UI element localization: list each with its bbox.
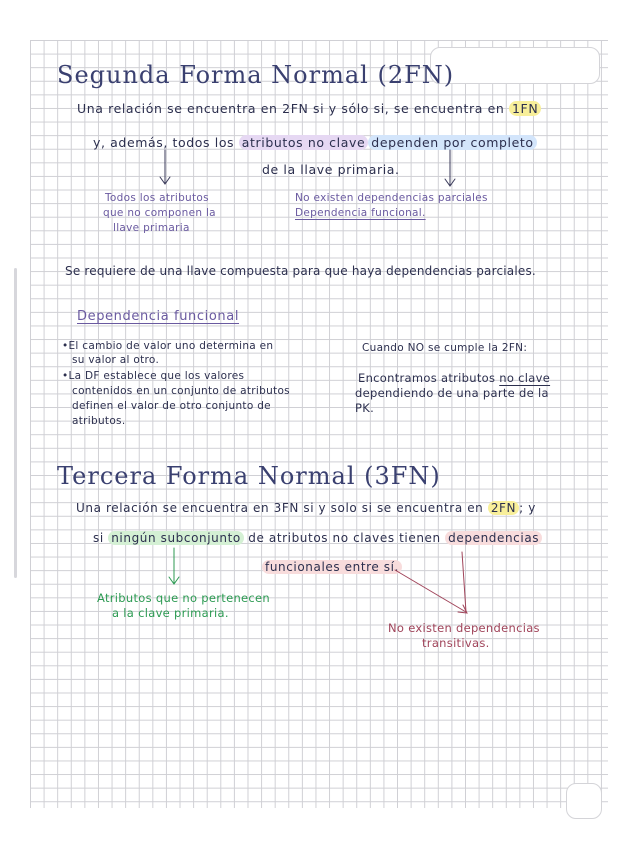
section1-line1-text: Una relación se encuentra en 2FN si y sólo si, se encuentra en bbox=[77, 101, 505, 116]
section2-note-green-2: a la clave primaria. bbox=[112, 606, 229, 620]
section2-2fn-highlight: 2FN bbox=[488, 501, 519, 515]
section2-subset-highlight: ningún subconjunto bbox=[108, 531, 244, 545]
arrow-green-down-icon bbox=[169, 548, 179, 584]
arrow-maroon-diagonal-icon bbox=[395, 570, 467, 613]
section1-note-left-1: Todos los atributos bbox=[105, 192, 209, 204]
when-line3: PK. bbox=[355, 401, 375, 415]
when-line2: dependiendo de una parte de la bbox=[355, 386, 549, 400]
section2-line2-text: de atributos no claves tienen bbox=[248, 531, 441, 545]
section2-line1-end: ; y bbox=[519, 501, 536, 515]
section1-note-left-3: llave primaria bbox=[113, 222, 190, 234]
section2-note-maroon-1: No existen dependencias bbox=[388, 621, 540, 635]
when-no-clave: no clave bbox=[499, 371, 551, 385]
df-bullet1-line2: su valor al otro. bbox=[72, 354, 160, 366]
when-title: Cuando NO se cumple la 2FN: bbox=[362, 342, 528, 354]
df-bullet1-line1: •El cambio de valor uno determina en bbox=[62, 340, 274, 352]
section2-functional-highlight: funcionales entre sí. bbox=[262, 560, 402, 574]
df-title: Dependencia funcional bbox=[77, 309, 240, 324]
section1-full-dependency-highlight: dependen por completo bbox=[368, 135, 536, 150]
section2-note-green-1: Atributos que no pertenecen bbox=[97, 591, 271, 605]
when-line1-text: Encontramos atributos bbox=[358, 371, 496, 385]
section1-line2-text: y, además, todos los bbox=[93, 135, 235, 150]
section2-note-maroon-2: transitivas. bbox=[422, 636, 490, 650]
section1-note-right-2: Dependencia funcional. bbox=[295, 207, 426, 219]
arrow-left-down-icon bbox=[160, 150, 170, 184]
section2-title: Tercera Forma Normal (3FN) bbox=[57, 462, 441, 490]
df-bullet2-line4: atributos. bbox=[72, 415, 126, 427]
section2-line1-text: Una relación se encuentra en 3FN si y solo si se encuentra en bbox=[76, 501, 484, 515]
df-bullet2-line3: definen el valor de otro conjunto de bbox=[72, 400, 271, 412]
section1-note-right-1: No existen dependencias parciales bbox=[295, 192, 488, 204]
section1-note-left-2: que no componen la bbox=[103, 207, 216, 219]
section1-title: Segunda Forma Normal (2FN) bbox=[57, 61, 455, 89]
section2-line2-si: si bbox=[93, 531, 104, 545]
df-bullet2-line2: contenidos en un conjunto de atributos bbox=[72, 385, 290, 397]
requirement-text: Se requiere de una llave compuesta para que haya dependencias parciales. bbox=[65, 264, 536, 278]
section1-non-key-highlight: atributos no clave bbox=[239, 135, 369, 150]
section1-1fn-highlight: 1FN bbox=[509, 101, 541, 116]
section2-dependencies-highlight: dependencias bbox=[445, 531, 542, 545]
arrow-right-down-icon bbox=[445, 150, 455, 186]
section1-line3: de la llave primaria. bbox=[262, 162, 400, 177]
arrow-maroon-vertical-icon bbox=[462, 552, 466, 612]
df-bullet2-line1: •La DF establece que los valores bbox=[62, 370, 245, 382]
